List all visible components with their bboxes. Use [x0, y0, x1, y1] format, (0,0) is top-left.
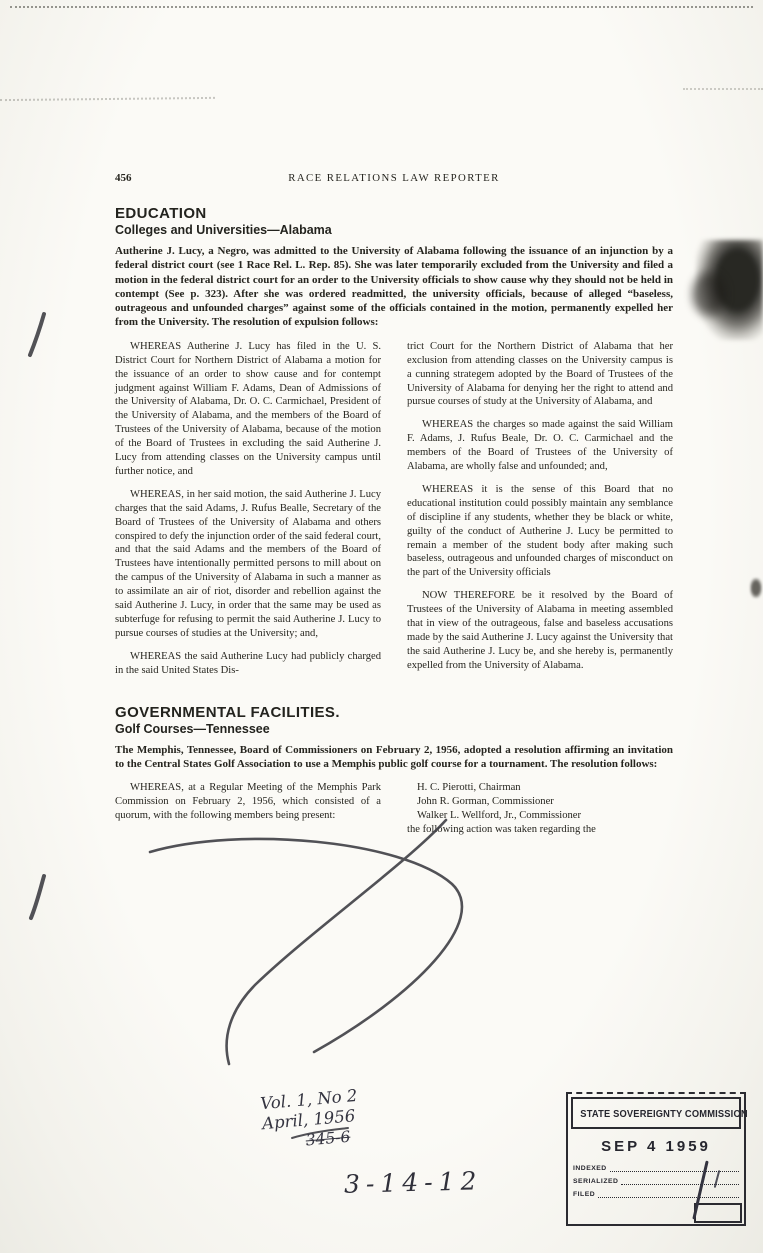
- paragraph: the following action was taken regarding the: [407, 823, 596, 835]
- right-column: [407, 781, 673, 846]
- left-column: [115, 781, 381, 846]
- handwritten-line-struck: 345-6: [304, 1127, 352, 1150]
- handwritten-line: Vol. 1, No 2: [259, 1085, 359, 1114]
- paragraph: WHEREAS, at a Regular Meeting of the Memphis Park Commission on February 2, 1956, which consisted of a quorum, with the following members being present:: [115, 782, 381, 822]
- section-subheading: Colleges and Universities—Alabama: [115, 223, 332, 237]
- paragraph: WHEREAS the charges so made against the said William F. Adams, J. Rufus Beale, Dr. O. C. Carmichael and the members of the Board of Trustees of the University of Alabama, are wholly false and unfounded; and,: [407, 419, 673, 473]
- right-column: [407, 340, 673, 687]
- paragraph: trict Court for the Northern District of Alabama that her exclusion from attending classes on the University campus is a cunning strategem adopted by the Board of Trustees of the University of Alabama for denying her the right to attend and pursue courses of study at the University of Alabama, and: [407, 340, 673, 408]
- stamp-field-row: [573, 1164, 739, 1172]
- scan-dotted-line-right: [683, 88, 763, 90]
- sovereignty-commission-stamp: [566, 1092, 746, 1226]
- handwritten-line: April, 1956: [261, 1106, 357, 1134]
- paragraph: WHEREAS, in her said motion, the said Autherine J. Lucy charges that the said Adams, J. Rufus Bealle, Secretary of the Board of Trustees of the University of Alabama and others conspired to defy the injunction order of the said federal court, and that the said Adams and the members of the Board of Trustees have intentionally permitted persons to mill about on the campus of the University of Alabama in such a manner as to assimilate an air of riot, disorder and rebellion against the said Autherine J. Lucy, in order that the same may be used as subterfuge for refusing to permit the said Autherine J. Lucy to pursue courses of studies at the University; and,: [115, 488, 381, 639]
- paragraph: WHEREAS Autherine J. Lucy has filed in the U. S. District Court for Northern District of Alabama a motion for the issuance of an order to show cause and for contempt judgment against William F. Adams, Dean of Admissions of the University of Alabama, Dr. O. C. Carmichael, President of the University of Alabama, and the members of the Board of Trustees of the University of Alabama, because of the motion of the Board of Trustees in excluding the said Autherine J. Lucy from attending classes on the University campus until further notice, and: [115, 340, 381, 477]
- running-header: [115, 172, 673, 188]
- handwritten-x-mark: [150, 839, 462, 1052]
- stamp-corner-box: [694, 1203, 742, 1223]
- ink-smudge: [688, 268, 730, 320]
- stamp-field-row: [573, 1190, 739, 1198]
- stamp-date: SEP 4 1959: [601, 1138, 711, 1155]
- ink-smudge: [750, 578, 762, 598]
- commissioner-name: John R. Gorman, Commissioner: [417, 796, 554, 808]
- two-column-text: [115, 781, 673, 846]
- left-column: [115, 340, 381, 687]
- paragraph: NOW THEREFORE be it resolved by the Board of Trustees of the University of Alabama in meeting assembled that in view of the outrageous, false and baseless accusations made by the said Autherine J. Lucy against the University that the said Autherine J. Lucy be, and she hereby is, permanently expelled from the University of Alabama.: [407, 590, 673, 671]
- stamp-field-label: INDEXED: [573, 1165, 607, 1172]
- page-number: 456: [115, 172, 132, 184]
- margin-pen-mark-1: [30, 314, 44, 355]
- stamp-title-box: [571, 1097, 748, 1129]
- margin-pen-mark-2: [31, 876, 44, 918]
- section-heading: GOVERNMENTAL FACILITIES.: [115, 703, 340, 721]
- section-education: [115, 205, 673, 687]
- ink-smudge: [696, 240, 763, 340]
- page-content: [115, 172, 673, 846]
- paragraph: WHEREAS it is the sense of this Board that no educational institution could possibly maintain any semblance of discipline if any students, whether they be black or white, guilty of the conduct of Autherine J. Lucy be permitted to remain a member of the student body after making such baseless, outrageous and unfounded charges of misconduct on the part of the University officials: [407, 483, 673, 579]
- stamp-field-label: FILED: [573, 1191, 596, 1198]
- commissioner-name: H. C. Pierotti, Chairman: [417, 782, 521, 794]
- scan-dotted-edge-top: [10, 6, 753, 8]
- section-subheading: Golf Courses—Tennessee: [115, 721, 270, 736]
- dotted-leader: [598, 1190, 739, 1198]
- section-governmental-facilities: [115, 704, 673, 846]
- stamp-title: STATE SOVEREIGNTY COMMISSION: [580, 1109, 748, 1120]
- journal-title: RACE RELATIONS LAW REPORTER: [288, 172, 500, 184]
- handwritten-date-note: 3-14-12: [343, 1166, 483, 1199]
- stamp-field-label: SERIALIZED: [573, 1178, 619, 1185]
- section-heading: EDUCATION: [115, 205, 207, 222]
- commissioner-list: [417, 781, 673, 823]
- dotted-leader: [621, 1177, 739, 1185]
- handwritten-volume-note: [260, 1086, 362, 1154]
- handwritten-x-mark: [227, 820, 446, 1064]
- editorial-intro: Autherine J. Lucy, a Negro, was admitted to the University of Alabama following the issuance of an injunction by a federal district court (see 1 Race Rel. L. Rep. 85). She was later temporarily excluded from the University and filed a motion in the federal district court for an order to the University officials to show cause why they should not be held in contempt (See p. 323). After she was ordered readmitted, the university officials, because of alleged “baseless, outrageous and unfounded charges” against some of the officials contained in the motion, permanently expelled her from the University. The resolution of expulsion follows:: [115, 245, 673, 329]
- commissioner-name: Walker L. Wellford, Jr., Commissioner: [417, 810, 582, 822]
- stamp-fields: [568, 1164, 744, 1198]
- editorial-intro: The Memphis, Tennessee, Board of Commissioners on February 2, 1956, adopted a resolution affirming an invitation to the Central States Golf Association to use a Memphis public golf course for a tournament. The resolution follows:: [115, 743, 673, 770]
- paragraph: WHEREAS the said Autherine Lucy had publicly charged in the said United States Dis-: [115, 650, 381, 676]
- scan-dotted-line-left: [0, 97, 215, 101]
- two-column-text: [115, 340, 673, 687]
